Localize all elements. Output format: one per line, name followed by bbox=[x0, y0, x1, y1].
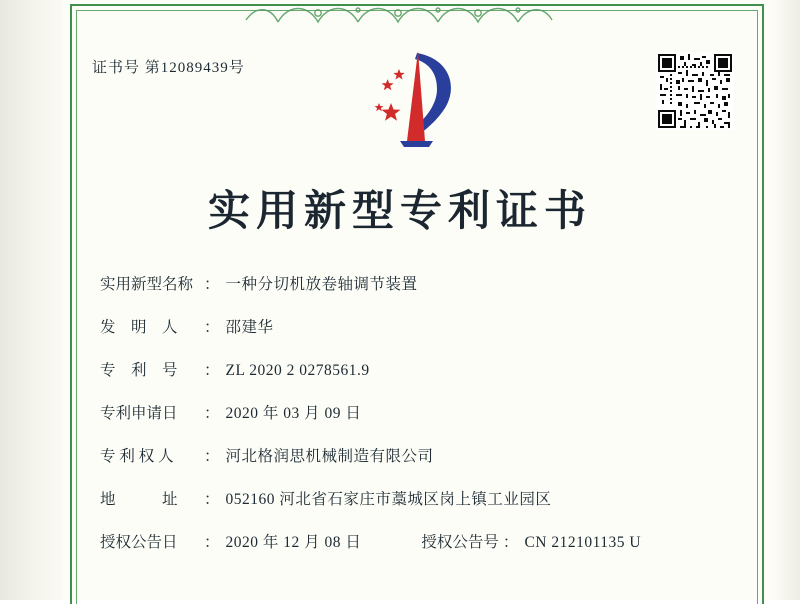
field-row-grant-announcement bbox=[100, 530, 740, 552]
field-separator: ： bbox=[204, 276, 220, 293]
field-separator: ： bbox=[204, 319, 220, 336]
field-row-utility-model-name bbox=[100, 272, 740, 294]
field-value: ZL 2020 2 0278561.9 bbox=[225, 362, 370, 379]
field-label: 专 利 权 人 bbox=[100, 448, 174, 465]
field-value: 邵建华 bbox=[225, 319, 274, 336]
cnipa-patent-logo bbox=[355, 45, 475, 155]
field-row-patent-number bbox=[100, 358, 740, 380]
field-value: 052160 河北省石家庄市藁城区岗上镇工业园区 bbox=[225, 491, 552, 508]
field-separator: ： bbox=[204, 491, 220, 508]
field-label: 地 址 bbox=[100, 491, 178, 508]
field-value: 2020 年 03 月 09 日 bbox=[225, 405, 362, 422]
qr-code bbox=[656, 52, 734, 130]
grant-announcement-number-group bbox=[421, 530, 641, 552]
field-label: 发 明 人 bbox=[100, 319, 178, 336]
field-separator: ： bbox=[204, 362, 220, 379]
field-row-patentee bbox=[100, 444, 740, 466]
field-label: 专 利 号 bbox=[100, 362, 178, 379]
field-value-grant-date: 2020 年 12 月 08 日 bbox=[225, 534, 362, 551]
page-right-edge-shadow bbox=[772, 0, 800, 600]
field-row-application-date bbox=[100, 401, 740, 423]
field-label: 专利申请日 bbox=[100, 405, 178, 422]
field-value: 一种分切机放卷轴调节装置 bbox=[225, 276, 418, 293]
field-separator: ： bbox=[204, 448, 220, 465]
page-title: 实用新型专利证书 bbox=[207, 186, 592, 235]
field-row-address bbox=[100, 487, 740, 509]
page-left-edge-shadow bbox=[0, 0, 62, 600]
field-label-grant-number: 授权公告号 bbox=[421, 534, 499, 551]
patent-fields bbox=[100, 272, 740, 573]
decorative-border-ornament bbox=[78, 0, 756, 26]
field-label: 实用新型名称 bbox=[100, 276, 194, 293]
field-separator: ： bbox=[204, 534, 220, 551]
field-label-grant-date: 授权公告日 bbox=[100, 534, 178, 551]
field-value: 河北格润思机械制造有限公司 bbox=[225, 448, 434, 465]
field-value-grant-number: CN 212101135 U bbox=[524, 534, 642, 551]
field-separator: ： bbox=[204, 405, 220, 422]
field-row-inventor bbox=[100, 315, 740, 337]
field-separator: ： bbox=[502, 534, 519, 551]
certificate-number: 证书号 第12089439号 bbox=[92, 60, 245, 76]
